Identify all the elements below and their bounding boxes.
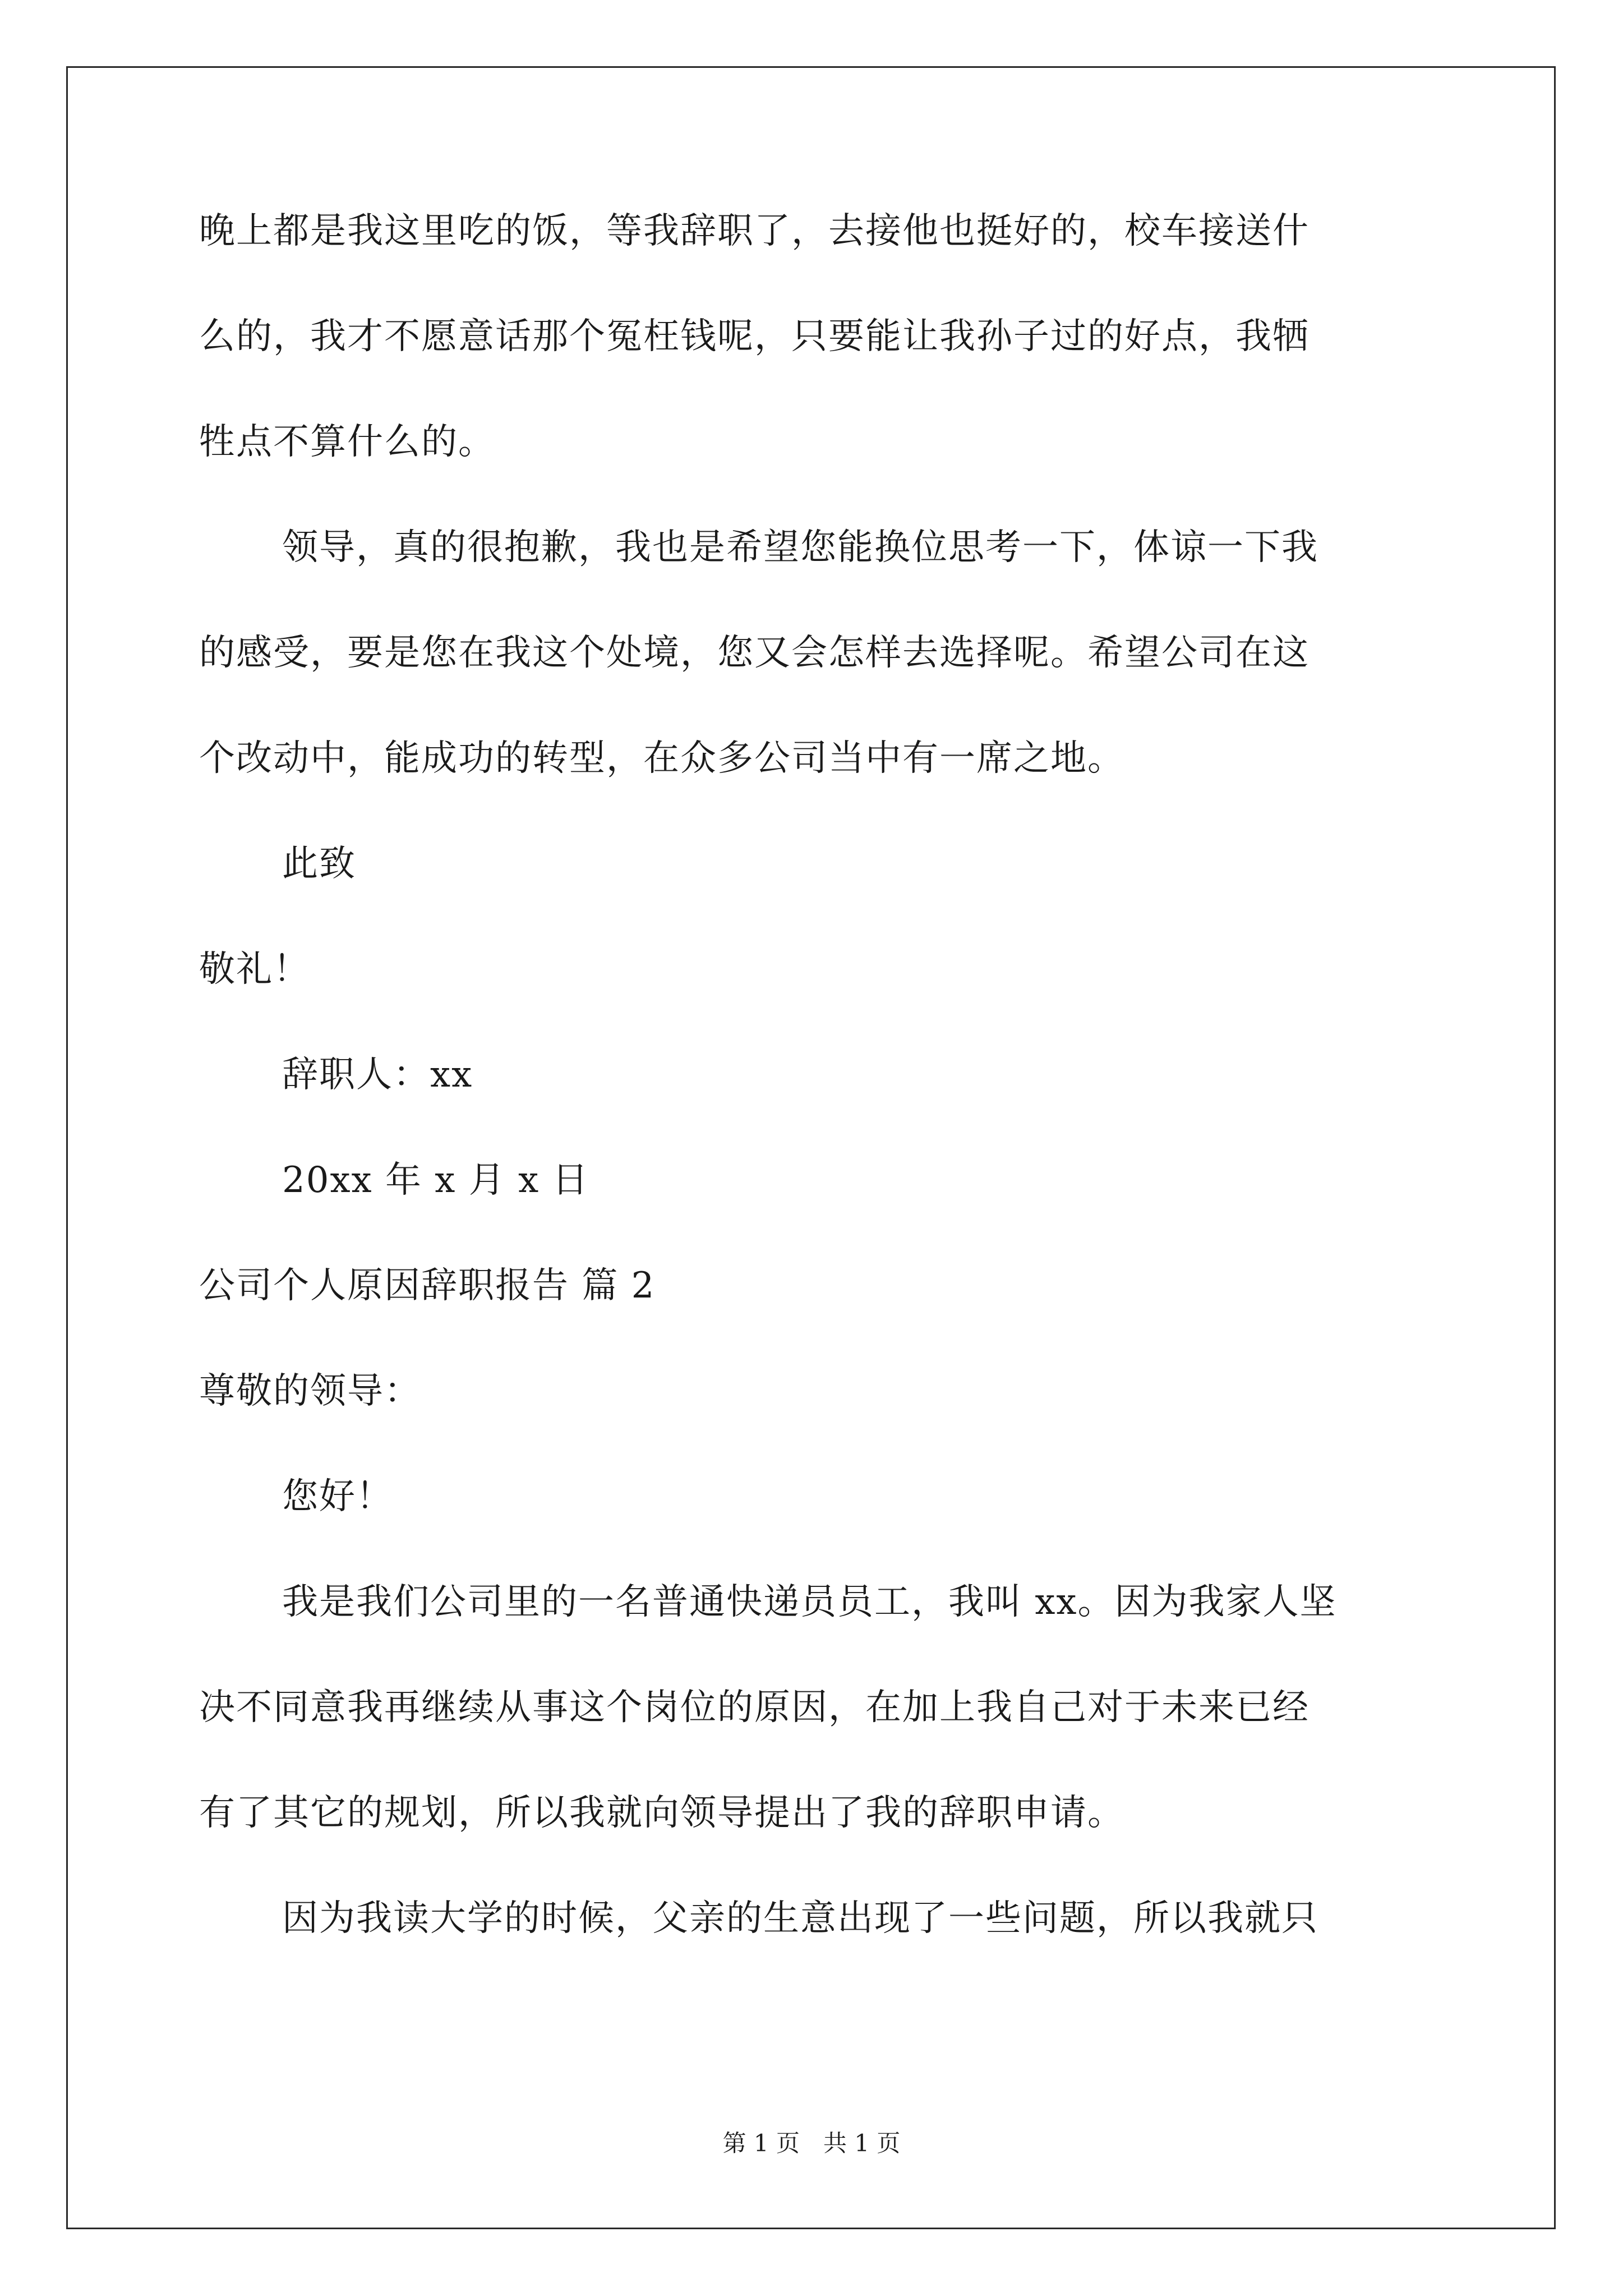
paragraph-line: 有了其它的规划，所以我就向领导提出了我的辞职申请。 (199, 1792, 1124, 1834)
paragraph-line: 决不同意我再继续从事这个岗位的原因，在加上我自己对于未来已经 (199, 1687, 1310, 1728)
paragraph-line: 的感受，要是您在我这个处境，您又会怎样去选择呢。希望公司在这 (199, 632, 1310, 674)
page-number-label: 第 1 页 共 1 页 (722, 2129, 901, 2157)
paragraph-line: 牲点不算什么的。 (199, 421, 495, 463)
paragraph-line: 我是我们公司里的一名普通快递员员工，我叫 xx。因为我家人坚 (282, 1581, 1337, 1623)
paragraph-line: 因为我读大学的时候，父亲的生意出现了一些问题，所以我就只 (282, 1898, 1318, 1939)
salutation-line: 敬礼！ (199, 949, 310, 990)
section-heading: 公司个人原因辞职报告 篇 2 (199, 1265, 656, 1306)
paragraph-line: 晚上都是我这里吃的饭，等我辞职了，去接他也挺好的，校车接送什 (199, 210, 1310, 252)
document-body (199, 210, 1427, 2006)
signature-line: 辞职人：xx (282, 1054, 473, 1096)
closing-line: 此致 (282, 843, 356, 885)
page-footer (0, 2129, 1623, 2157)
paragraph-line: 么的，我才不愿意话那个冤枉钱呢，只要能让我孙子过的好点，我牺 (199, 316, 1310, 357)
paragraph-line: 个改动中，能成功的转型，在众多公司当中有一席之地。 (199, 738, 1124, 779)
greeting-line: 您好！ (282, 1476, 393, 1517)
greeting-line: 尊敬的领导： (199, 1370, 421, 1412)
date-line: 20xx 年 x 月 x 日 (282, 1159, 589, 1201)
paragraph-line: 领导，真的很抱歉，我也是希望您能换位思考一下，体谅一下我 (282, 527, 1318, 568)
